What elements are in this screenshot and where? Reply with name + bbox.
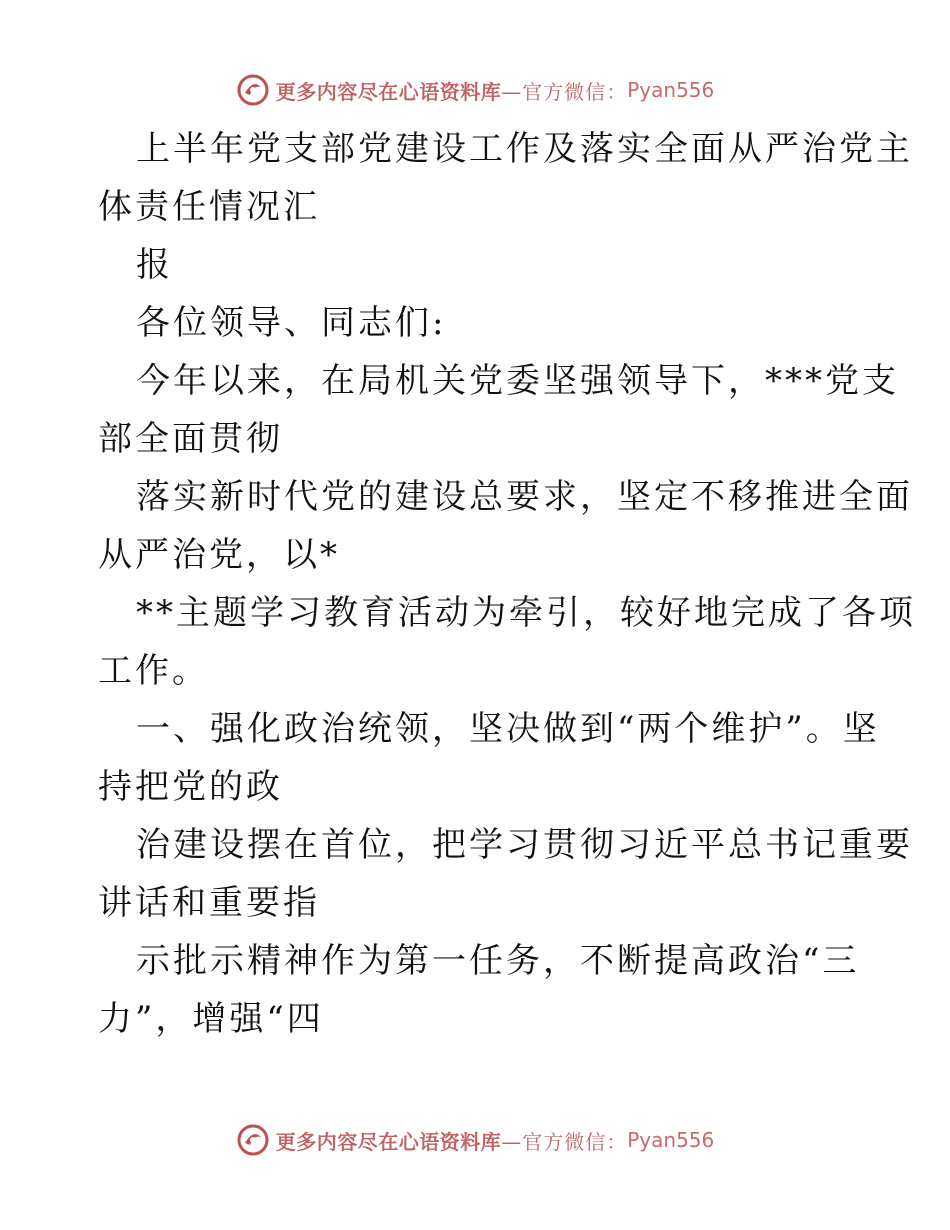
document-body [98,120,916,1048]
text-line: 部全面贯彻 [98,419,283,459]
text-line: 示批示精神作为第一任务，不断提高政治“三 [136,941,860,981]
watermark-wechat-id: Pyan556 [627,1128,715,1152]
text-line: 报 [136,245,173,285]
text-line: 各位领导、同志们: [136,303,447,343]
text-line: 今年以来，在局机关党委坚强领导下，***党支 [136,361,899,401]
red-swirl-logo-icon [236,73,270,107]
watermark-wechat-id: Pyan556 [627,78,715,102]
watermark-brand: 更多内容尽在心语资料库 [275,79,502,104]
text-line: **主题学习教育活动为牵引，较好地完成了各项 [136,593,916,633]
text-line: 从严治党，以* [98,535,340,575]
red-swirl-logo-icon [236,1123,270,1157]
text-line: 一、强化政治统领，坚决做到“两个维护”。坚 [136,709,880,749]
text-line: 治建设摆在首位，把学习贯彻习近平总书记重要 [136,825,913,865]
text-line: 力”，增强“四 [98,999,324,1039]
text-line: 持把党的政 [98,767,283,807]
text-line: 落实新时代党的建设总要求，坚定不移推进全面 [136,477,913,517]
watermark-contact: —官方微信： [501,79,628,104]
text-line: 工作。 [98,651,209,691]
text-line: 上半年党支部党建设工作及落实全面从严治党主 [136,129,913,169]
text-line: 讲话和重要指 [98,883,320,923]
watermark-footer [0,1120,950,1160]
watermark-contact: —官方微信： [501,1129,628,1154]
text-line: 体责任情况汇 [98,187,320,227]
watermark-brand: 更多内容尽在心语资料库 [275,1129,502,1154]
watermark-header [0,70,950,110]
